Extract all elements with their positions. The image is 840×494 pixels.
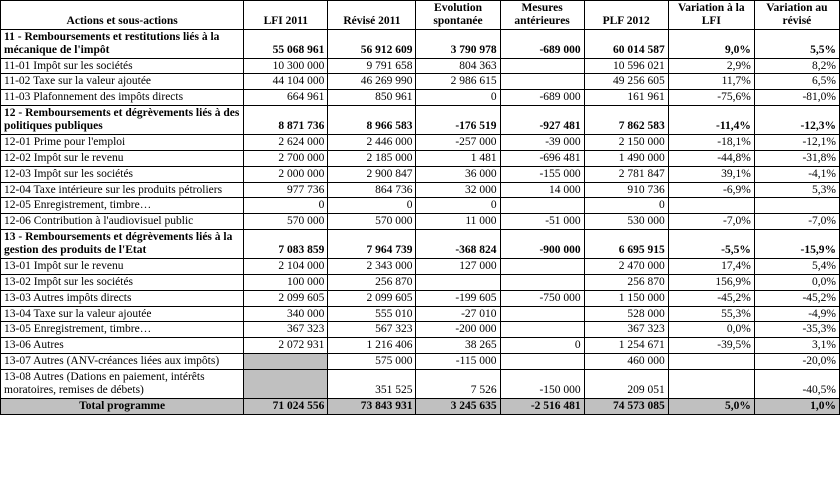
row-value: 71 024 556 xyxy=(244,398,328,414)
column-header-evolution-spontanee: Evolution spontanée xyxy=(416,1,500,30)
row-value: 7 083 859 xyxy=(244,230,328,259)
row-value: 1 490 000 xyxy=(584,150,668,166)
row-value: 555 010 xyxy=(328,306,416,322)
row-value: 256 870 xyxy=(328,274,416,290)
column-header-variation-revise: Variation au révisé xyxy=(754,1,839,30)
table-row xyxy=(1,134,840,150)
column-header-mesures-anterieures: Mesures antérieures xyxy=(500,1,584,30)
column-header-variation-lfi: Variation à la LFI xyxy=(668,1,754,30)
row-value: 5,5% xyxy=(754,29,839,58)
row-value xyxy=(244,354,328,370)
row-value: -689 000 xyxy=(500,29,584,58)
table-row xyxy=(1,230,840,259)
table-row xyxy=(1,74,840,90)
row-value: 2 343 000 xyxy=(328,258,416,274)
row-value: 0 xyxy=(416,198,500,214)
row-value: 2 900 847 xyxy=(328,166,416,182)
row-value: 44 104 000 xyxy=(244,74,328,90)
row-value: 7 862 583 xyxy=(584,106,668,135)
row-value: -176 519 xyxy=(416,106,500,135)
row-value: 6 695 915 xyxy=(584,230,668,259)
row-value: 38 265 xyxy=(416,338,500,354)
row-value: 60 014 587 xyxy=(584,29,668,58)
row-value: 2 446 000 xyxy=(328,134,416,150)
table-row xyxy=(1,58,840,74)
row-label: 12-05 Enregistrement, timbre… xyxy=(1,198,244,214)
row-value: 8 871 736 xyxy=(244,106,328,135)
row-value: 1 481 xyxy=(416,150,500,166)
row-value: 0 xyxy=(416,90,500,106)
row-value xyxy=(500,306,584,322)
row-value: 2 624 000 xyxy=(244,134,328,150)
row-value: 0 xyxy=(584,198,668,214)
row-value: 367 323 xyxy=(584,322,668,338)
row-value xyxy=(500,198,584,214)
table-header xyxy=(1,1,840,30)
table-row xyxy=(1,90,840,106)
row-value: 209 051 xyxy=(584,370,668,399)
row-value: -150 000 xyxy=(500,370,584,399)
row-value: 0 xyxy=(244,198,328,214)
row-value: 351 525 xyxy=(328,370,416,399)
row-value: 7 526 xyxy=(416,370,500,399)
row-value: 0,0% xyxy=(754,274,839,290)
row-value: 5,4% xyxy=(754,258,839,274)
table-row xyxy=(1,322,840,338)
row-value: -689 000 xyxy=(500,90,584,106)
row-value: 256 870 xyxy=(584,274,668,290)
row-value: -75,6% xyxy=(668,90,754,106)
table-row xyxy=(1,398,840,414)
table-row xyxy=(1,198,840,214)
row-value: 2 700 000 xyxy=(244,150,328,166)
row-value: 7 964 739 xyxy=(328,230,416,259)
row-value: 530 000 xyxy=(584,214,668,230)
row-value: 3,1% xyxy=(754,338,839,354)
row-value: 56 912 609 xyxy=(328,29,416,58)
row-value: 39,1% xyxy=(668,166,754,182)
row-value: 5,3% xyxy=(754,182,839,198)
row-value: -27 010 xyxy=(416,306,500,322)
row-value: -81,0% xyxy=(754,90,839,106)
row-value: -12,1% xyxy=(754,134,839,150)
row-value: 2 150 000 xyxy=(584,134,668,150)
row-label: 12-03 Impôt sur les sociétés xyxy=(1,166,244,182)
row-value: -199 605 xyxy=(416,290,500,306)
row-label: 11-03 Plafonnement des impôts directs xyxy=(1,90,244,106)
row-value: 49 256 605 xyxy=(584,74,668,90)
row-label: 13-06 Autres xyxy=(1,338,244,354)
row-value xyxy=(500,74,584,90)
row-label: 13-02 Impôt sur les sociétés xyxy=(1,274,244,290)
row-value: 2 099 605 xyxy=(328,290,416,306)
row-value: -257 000 xyxy=(416,134,500,150)
row-value xyxy=(500,354,584,370)
table-row xyxy=(1,106,840,135)
row-value: 3 790 978 xyxy=(416,29,500,58)
column-header-lfi-2011: LFI 2011 xyxy=(244,1,328,30)
row-value: 10 596 021 xyxy=(584,58,668,74)
row-value: -31,8% xyxy=(754,150,839,166)
row-value: -15,9% xyxy=(754,230,839,259)
row-value: 161 961 xyxy=(584,90,668,106)
row-value: 73 843 931 xyxy=(328,398,416,414)
table-row xyxy=(1,29,840,58)
row-value xyxy=(500,274,584,290)
row-value xyxy=(500,322,584,338)
row-value: 14 000 xyxy=(500,182,584,198)
row-value: -2 516 481 xyxy=(500,398,584,414)
row-value: 567 323 xyxy=(328,322,416,338)
row-value: -6,9% xyxy=(668,182,754,198)
row-value: 2 072 931 xyxy=(244,338,328,354)
row-value: 460 000 xyxy=(584,354,668,370)
row-value: 127 000 xyxy=(416,258,500,274)
table-row xyxy=(1,214,840,230)
row-label: 13-08 Autres (Dations en paiement, intérêts moratoires, remises de débets) xyxy=(1,370,244,399)
row-value xyxy=(244,370,328,399)
row-value: 9,0% xyxy=(668,29,754,58)
row-value: 2 470 000 xyxy=(584,258,668,274)
table-row xyxy=(1,274,840,290)
table-row xyxy=(1,354,840,370)
row-value: 17,4% xyxy=(668,258,754,274)
column-header-actions: Actions et sous-actions xyxy=(1,1,244,30)
row-value: 528 000 xyxy=(584,306,668,322)
row-value: 9 791 658 xyxy=(328,58,416,74)
table-row xyxy=(1,166,840,182)
row-value: -927 481 xyxy=(500,106,584,135)
row-value: -115 000 xyxy=(416,354,500,370)
row-value: -40,5% xyxy=(754,370,839,399)
header-row xyxy=(1,1,840,30)
row-value: 2 986 615 xyxy=(416,74,500,90)
table-body xyxy=(1,29,840,414)
row-value: 575 000 xyxy=(328,354,416,370)
row-label: 13-05 Enregistrement, timbre… xyxy=(1,322,244,338)
row-value: 1 150 000 xyxy=(584,290,668,306)
row-value: 864 736 xyxy=(328,182,416,198)
row-label: 11 - Remboursements et restitutions liés à la mécanique de l'impôt xyxy=(1,29,244,58)
row-value: -45,2% xyxy=(754,290,839,306)
row-value: 3 245 635 xyxy=(416,398,500,414)
row-value: 850 961 xyxy=(328,90,416,106)
row-value: 2 185 000 xyxy=(328,150,416,166)
row-value: 1 254 671 xyxy=(584,338,668,354)
row-label: 12-04 Taxe intérieure sur les produits pétroliers xyxy=(1,182,244,198)
row-label: Total programme xyxy=(1,398,244,414)
row-value: 804 363 xyxy=(416,58,500,74)
row-value xyxy=(668,354,754,370)
row-value xyxy=(668,198,754,214)
row-label: 12-01 Prime pour l'emploi xyxy=(1,134,244,150)
row-value: -750 000 xyxy=(500,290,584,306)
column-header-plf-2012: PLF 2012 xyxy=(584,1,668,30)
row-value: 8 966 583 xyxy=(328,106,416,135)
row-value: 55,3% xyxy=(668,306,754,322)
row-label: 13-03 Autres impôts directs xyxy=(1,290,244,306)
row-value: 340 000 xyxy=(244,306,328,322)
row-value: -696 481 xyxy=(500,150,584,166)
row-value: 367 323 xyxy=(244,322,328,338)
table-row xyxy=(1,258,840,274)
row-value: 2 099 605 xyxy=(244,290,328,306)
row-value: -4,1% xyxy=(754,166,839,182)
row-value: 8,2% xyxy=(754,58,839,74)
table-row xyxy=(1,306,840,322)
row-value: 1,0% xyxy=(754,398,839,414)
row-value: 55 068 961 xyxy=(244,29,328,58)
row-value: -155 000 xyxy=(500,166,584,182)
row-value: 11 000 xyxy=(416,214,500,230)
row-value: 10 300 000 xyxy=(244,58,328,74)
row-value: 0 xyxy=(328,198,416,214)
row-value: 2 104 000 xyxy=(244,258,328,274)
table-row xyxy=(1,290,840,306)
row-label: 11-02 Taxe sur la valeur ajoutée xyxy=(1,74,244,90)
row-value: 664 961 xyxy=(244,90,328,106)
row-value: -11,4% xyxy=(668,106,754,135)
row-value: 32 000 xyxy=(416,182,500,198)
row-value: -12,3% xyxy=(754,106,839,135)
row-label: 11-01 Impôt sur les sociétés xyxy=(1,58,244,74)
row-value: -200 000 xyxy=(416,322,500,338)
row-value: 570 000 xyxy=(328,214,416,230)
row-value: -5,5% xyxy=(668,230,754,259)
row-value: 100 000 xyxy=(244,274,328,290)
row-value: 46 269 990 xyxy=(328,74,416,90)
row-value: -35,3% xyxy=(754,322,839,338)
row-value: -7,0% xyxy=(754,214,839,230)
row-value: 1 216 406 xyxy=(328,338,416,354)
table-row xyxy=(1,182,840,198)
row-value xyxy=(500,58,584,74)
row-label: 13-07 Autres (ANV-créances liées aux impôts) xyxy=(1,354,244,370)
row-value: 11,7% xyxy=(668,74,754,90)
row-value: 74 573 085 xyxy=(584,398,668,414)
row-value: -4,9% xyxy=(754,306,839,322)
row-value: -39,5% xyxy=(668,338,754,354)
row-value xyxy=(416,274,500,290)
row-value: 5,0% xyxy=(668,398,754,414)
row-value: 2 781 847 xyxy=(584,166,668,182)
row-value: 156,9% xyxy=(668,274,754,290)
row-value: 6,5% xyxy=(754,74,839,90)
row-value xyxy=(500,258,584,274)
table-row xyxy=(1,370,840,399)
row-value: -51 000 xyxy=(500,214,584,230)
row-value xyxy=(668,370,754,399)
row-label: 12-02 Impôt sur le revenu xyxy=(1,150,244,166)
row-value: -368 824 xyxy=(416,230,500,259)
row-value xyxy=(754,198,839,214)
row-value: -20,0% xyxy=(754,354,839,370)
row-value: 0,0% xyxy=(668,322,754,338)
row-value: 2,9% xyxy=(668,58,754,74)
column-header-revise-2011: Révisé 2011 xyxy=(328,1,416,30)
row-value: -39 000 xyxy=(500,134,584,150)
row-value: 977 736 xyxy=(244,182,328,198)
row-value: 36 000 xyxy=(416,166,500,182)
row-value: 570 000 xyxy=(244,214,328,230)
row-value: -45,2% xyxy=(668,290,754,306)
row-label: 13 - Remboursements et dégrèvements liés à la gestion des produits de l'Etat xyxy=(1,230,244,259)
row-value: 910 736 xyxy=(584,182,668,198)
row-value: 0 xyxy=(500,338,584,354)
row-value: 2 000 000 xyxy=(244,166,328,182)
row-value: -900 000 xyxy=(500,230,584,259)
row-value: -44,8% xyxy=(668,150,754,166)
row-label: 12-06 Contribution à l'audiovisuel public xyxy=(1,214,244,230)
table-row xyxy=(1,150,840,166)
row-value: -7,0% xyxy=(668,214,754,230)
row-label: 12 - Remboursements et dégrèvements liés à des politiques publiques xyxy=(1,106,244,135)
row-label: 13-04 Taxe sur la valeur ajoutée xyxy=(1,306,244,322)
row-label: 13-01 Impôt sur le revenu xyxy=(1,258,244,274)
row-value: -18,1% xyxy=(668,134,754,150)
table-row xyxy=(1,338,840,354)
